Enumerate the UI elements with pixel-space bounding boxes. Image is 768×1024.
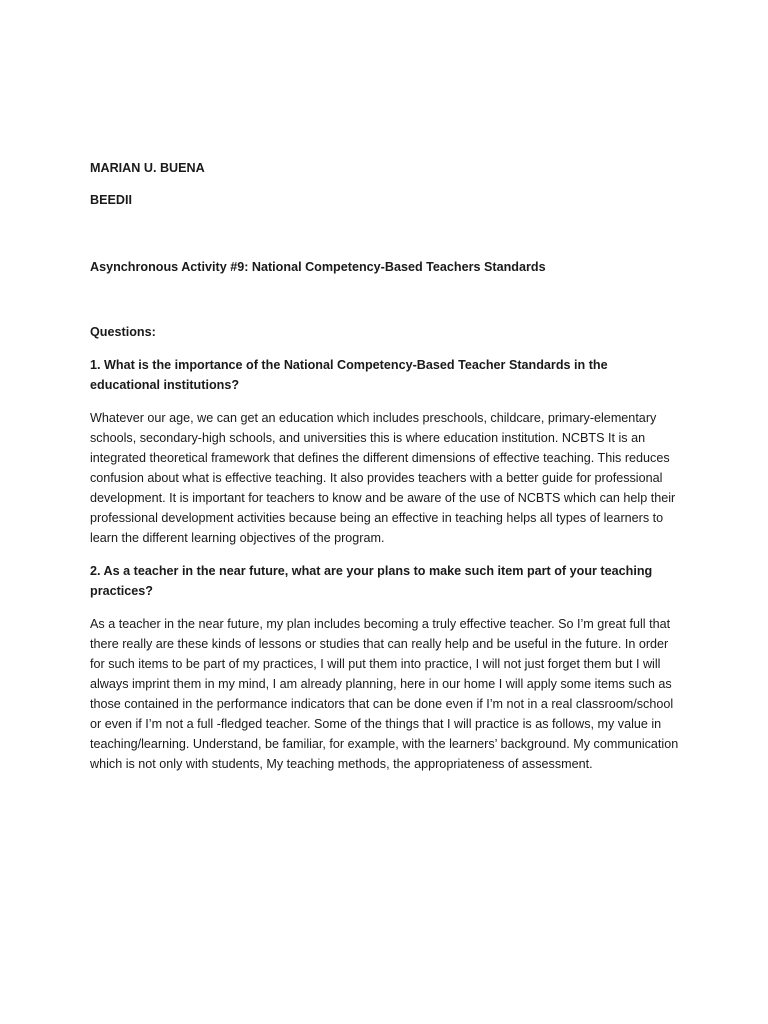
course-code: BEEDII <box>90 193 132 207</box>
question-1: 1. What is the importance of the National Competency-Based Teacher Standards in the educational institutions? <box>90 358 608 392</box>
questions-heading: Questions: <box>90 325 156 339</box>
author-name: MARIAN U. BUENA <box>90 161 205 175</box>
activity-title: Asynchronous Activity #9: National Competency-Based Teachers Standards <box>90 260 546 274</box>
document-page <box>90 0 690 1024</box>
answer-2: As a teacher in the near future, my plan includes becoming a truly effective teacher. So I’m great full that there really are these kinds of lessons or studies that can really help and be useful in the future. In order for such items to be part of my practices, I will put them into practice, I will not just forget them but I will always imprint them in my mind, I am already planning, here in our home I will apply some items such as those contained in the performance indicators that can be done even if I’m not in a real classroom/school or even if I’m not a full -fledged teacher. Some of the things that I will practice is as follows, my value in teaching/learning. Understand, be familiar, for example, with the learners’ background. My communication which is not only with students, My teaching methods, the appropriateness of assessment. <box>90 617 679 771</box>
question-2: 2. As a teacher in the near future, what are your plans to make such item part of your teaching practices? <box>90 564 653 598</box>
answer-1: Whatever our age, we can get an education which includes preschools, childcare, primary-elementary schools, secondary-high schools, and universities this is where education institution. NCBTS It is an integrated theoretical framework that defines the different dimensions of effective teaching. This reduces confusion about what is effective teaching. It also provides teachers with a better guide for professional development. It is important for teachers to know and be aware of the use of NCBTS which can help their professional development activities because being an effective in teaching helps all types of learners to learn the different learning objectives of the program. <box>90 411 676 545</box>
